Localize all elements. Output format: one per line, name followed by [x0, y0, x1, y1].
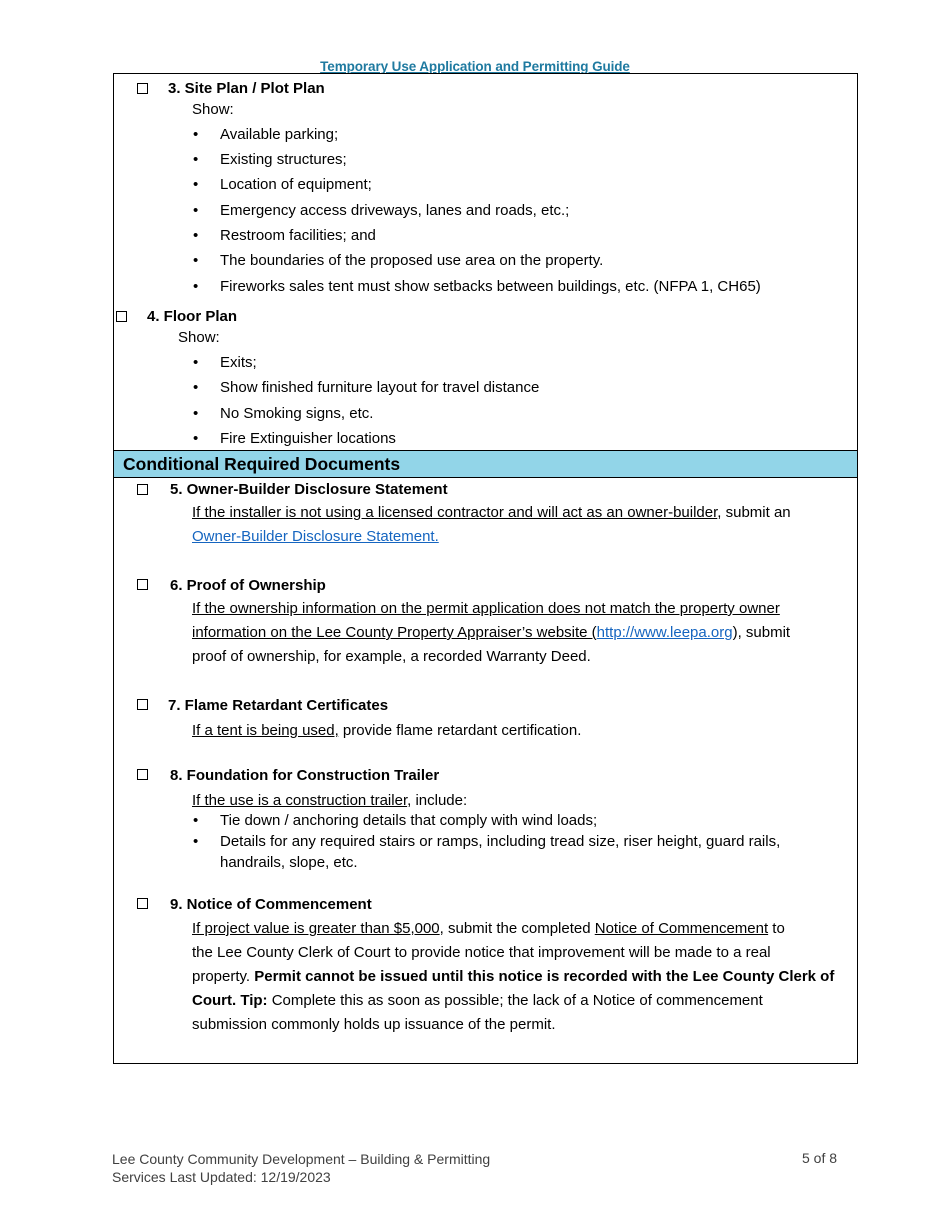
- list-item: • Location of equipment;: [193, 176, 372, 193]
- list-item: • Fireworks sales tent must show setbacks between buildings, etc. (NFPA 1, CH65): [193, 278, 761, 295]
- show-label-site-plan: Show:: [192, 101, 234, 118]
- list-item: • The boundaries of the proposed use area on the property.: [193, 252, 604, 269]
- item-title-flame-retardant: 7. Flame Retardant Certificates: [168, 697, 389, 714]
- paragraph-construction-trailer: If the use is a construction trailer, include:: [192, 792, 468, 809]
- paragraph-owner-builder: If the installer is not using a licensed contractor and will act as an owner-builder, submit an Owner-Builder Disclosure Statement.: [192, 504, 791, 545]
- condition-text: information on the Lee County Property Appraiser’s website (: [192, 624, 597, 641]
- checkbox-floor-plan[interactable]: [116, 311, 127, 322]
- list-item: • Tie down / anchoring details that comply with wind loads;: [193, 812, 598, 829]
- list-item: • Restroom facilities; and: [193, 227, 376, 244]
- checkbox-site-plan[interactable]: [137, 83, 148, 94]
- page-number: 5 of 8: [802, 1150, 838, 1166]
- list-item: handrails, slope, etc.: [220, 854, 358, 871]
- item-title-proof-ownership: 6. Proof of Ownership: [170, 577, 326, 594]
- checkbox-notice-commencement[interactable]: [137, 898, 148, 909]
- owner-builder-link[interactable]: Owner-Builder Disclosure Statement.: [192, 528, 439, 545]
- list-item: • Show finished furniture layout for travel distance: [193, 379, 540, 396]
- list-item: • Details for any required stairs or ramps, including tread size, riser height, guard rails,: [193, 833, 781, 850]
- footer-organization: [112, 1150, 490, 1186]
- show-label-floor-plan: Show:: [178, 329, 220, 346]
- condition-text: If the use is a construction trailer: [192, 792, 408, 809]
- list-item: • Available parking;: [193, 126, 339, 143]
- page-header-title: Temporary Use Application and Permitting Guide: [320, 59, 630, 74]
- paragraph-notice-commencement: If project value is greater than $5,000, submit the completed Notice of Commencement to the Lee County Clerk of Court to provide notice that improvement will be made to a real property. Permit cannot be issued until this notice is recorded with the Lee County Clerk of Court. Tip: Complete this as soon as possible; the lack of a Notice of commencement submission commonly holds up issuance of the permit.: [192, 920, 835, 1033]
- checkbox-construction-trailer[interactable]: [137, 769, 148, 780]
- list-item: • Fire Extinguisher locations: [193, 430, 396, 447]
- checkbox-proof-ownership[interactable]: [137, 579, 148, 590]
- permit-warning-tip: Court. Tip:: [192, 992, 268, 1009]
- item-title-floor-plan: 4. Floor Plan: [147, 308, 238, 325]
- notice-of-commencement-term: Notice of Commencement: [594, 920, 769, 937]
- list-item: • No Smoking signs, etc.: [193, 405, 374, 422]
- condition-text: If a tent is being used,: [192, 722, 339, 739]
- item-title-site-plan: 3. Site Plan / Plot Plan: [168, 80, 325, 97]
- list-item: • Exits;: [193, 354, 257, 371]
- checkbox-flame-retardant[interactable]: [137, 699, 148, 710]
- item-title-construction-trailer: 8. Foundation for Construction Trailer: [170, 767, 440, 784]
- paragraph-flame-retardant: If a tent is being used, provide flame retardant certification.: [192, 722, 582, 739]
- footer-line-2: Services Last Updated: 12/19/2023: [112, 1169, 331, 1185]
- paragraph-proof-ownership: If the ownership information on the permit application does not match the property owner information on the Lee County Property Appraiser’s website (http://www.leepa.org), submit proof of ownership, for example, a recorded Warranty Deed.: [192, 600, 791, 665]
- item-title-owner-builder: 5. Owner-Builder Disclosure Statement: [170, 481, 448, 498]
- section-heading-conditional: Conditional Required Documents: [123, 454, 401, 474]
- section-heading-band: [114, 450, 857, 478]
- list-item: • Existing structures;: [193, 151, 347, 168]
- required-documents-section: [114, 74, 857, 450]
- list-item: • Emergency access driveways, lanes and roads, etc.;: [193, 202, 570, 219]
- condition-text: If the installer is not using a licensed contractor and will act as an owner-builder: [192, 504, 718, 521]
- document-frame: [113, 73, 858, 1064]
- checkbox-owner-builder[interactable]: [137, 484, 148, 495]
- condition-text: If the ownership information on the permit application does not match the property owner: [192, 600, 780, 617]
- footer-line-1: Lee County Community Development – Building & Permitting: [112, 1151, 491, 1167]
- permit-warning: Permit cannot be issued until this notice is recorded with the Lee County Clerk of: [254, 968, 835, 985]
- leepa-link[interactable]: http://www.leepa.org: [596, 624, 733, 641]
- condition-text: If project value is greater than $5,000: [192, 920, 440, 937]
- item-title-notice-commencement: 9. Notice of Commencement: [170, 896, 372, 913]
